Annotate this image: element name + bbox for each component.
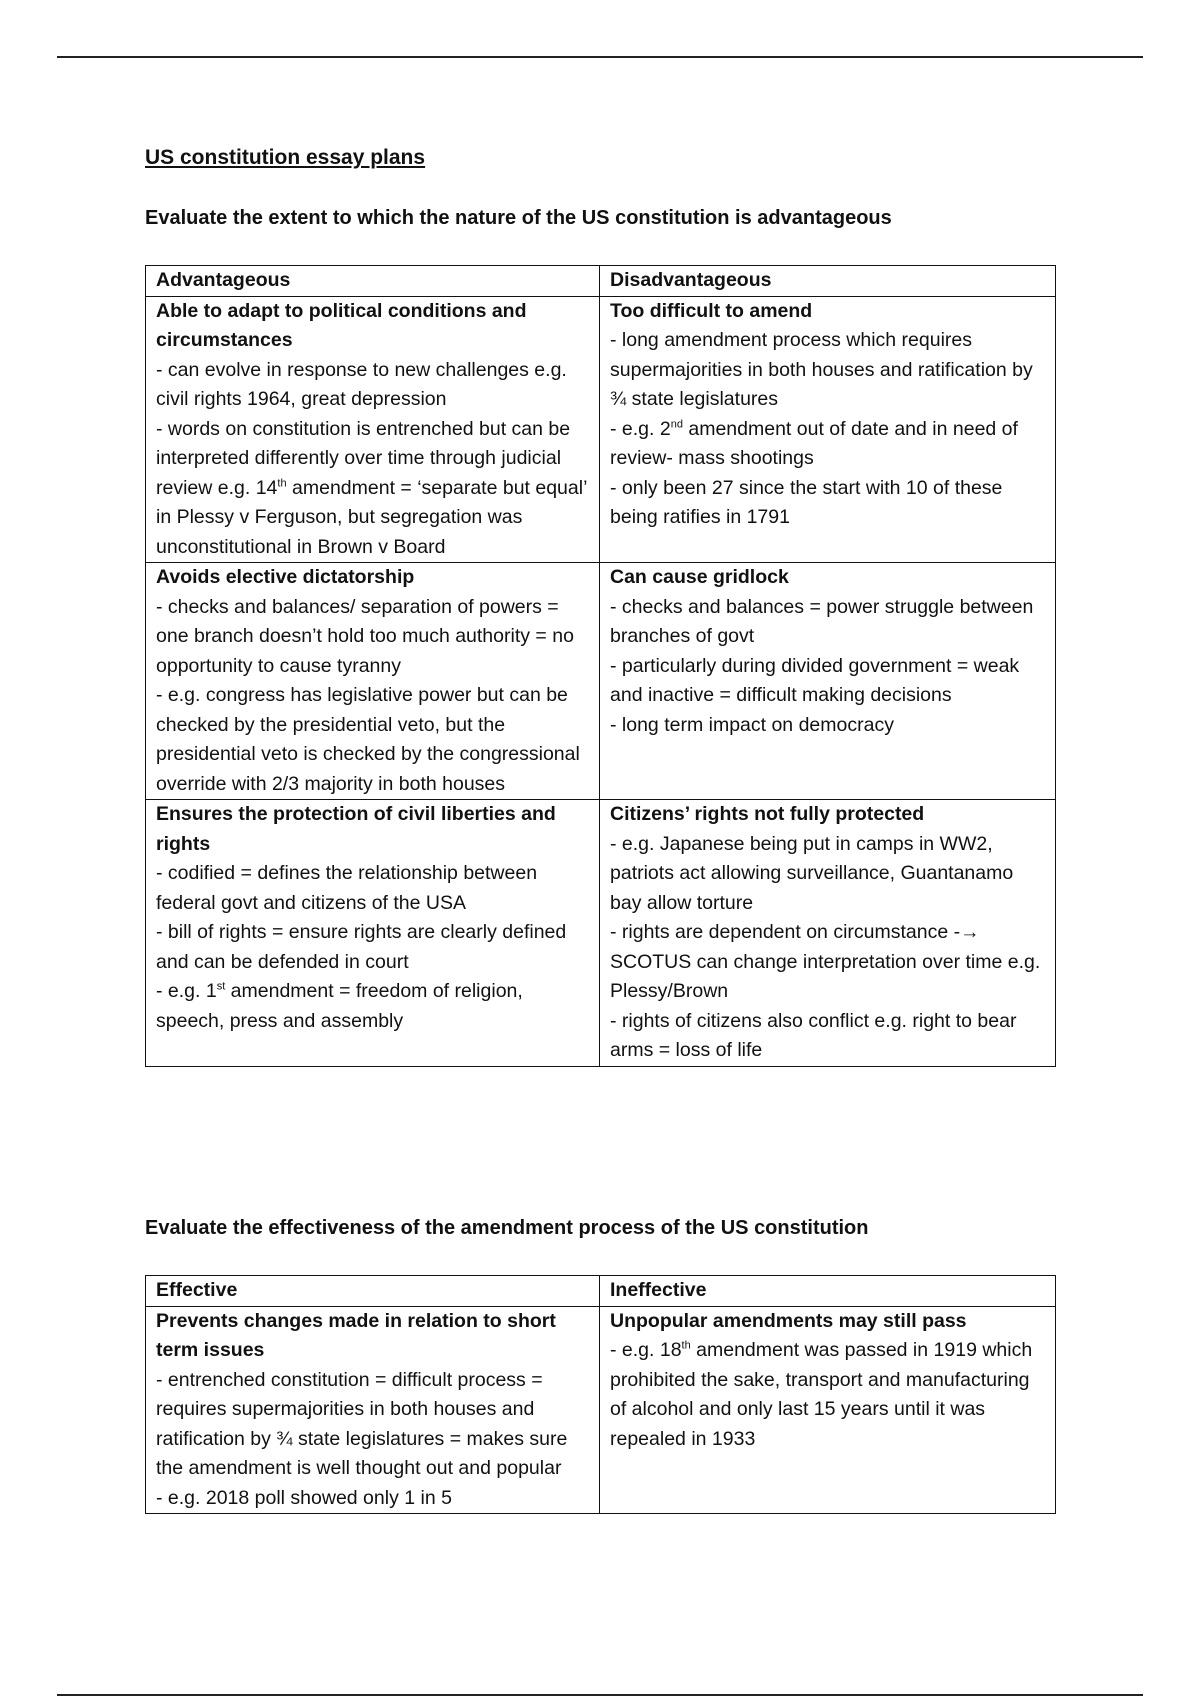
argument-line: - e.g. 18th amendment was passed in 1919 which prohibited the sake, transport and manufacturing of alcohol and only last 15 years until it was repealed in 1933 (610, 1339, 1033, 1450)
argument-heading: Able to adapt to political conditions and circumstances (156, 299, 527, 351)
argument-line: - can evolve in response to new challenges e.g. civil rights 1964, great depression (156, 358, 567, 410)
argument-heading: Can cause gridlock (610, 566, 789, 588)
column-header-ineffective: Ineffective (600, 1276, 1056, 1307)
argument-line: - rights are dependent on circumstance -→ SCOTUS can change interpretation over time e.g. Plessy/Brown (610, 921, 1041, 1002)
question-1-heading: Evaluate the extent to which the nature of the US constitution is advantageous (145, 207, 892, 229)
argument-line: - e.g. 1st amendment = freedom of religion, speech, press and assembly (156, 980, 523, 1032)
table-row (146, 296, 1056, 563)
header-rule (57, 56, 1143, 58)
table-cell (146, 296, 600, 563)
document-title: US constitution essay plans (145, 146, 426, 169)
argument-line: - rights of citizens also conflict e.g. right to bear arms = loss of life (610, 1009, 1017, 1061)
table-cell (146, 563, 600, 800)
argument-line: - bill of rights = ensure rights are clearly defined and can be defended in court (156, 921, 567, 973)
argument-line: - e.g. Japanese being put in camps in WW2, patriots act allowing surveillance, Guantanamo bay allow torture (610, 832, 1014, 914)
argument-line: - only been 27 since the start with 10 of these being ratifies in 1791 (610, 476, 1003, 528)
argument-line: - e.g. congress has legislative power but can be checked by the presidential veto, but the presidential veto is checked by the congressional override with 2/3 majority in both houses (156, 684, 580, 795)
argument-line: - e.g. 2nd amendment out of date and in need of review- mass shootings (610, 417, 1018, 469)
argument-line: - entrenched constitution = difficult process = requires supermajorities in both houses and ratification by ¾ state legislatures = makes sure the amendment is well thought out and popular (156, 1368, 568, 1479)
argument-line: - long term impact on democracy (610, 713, 894, 736)
table-row (146, 1306, 1056, 1514)
column-header-disadvantageous: Disadvantageous (600, 266, 1056, 297)
argument-heading: Too difficult to amend (610, 299, 813, 322)
amendment-process-table (145, 1275, 1056, 1514)
argument-line: - long amendment process which requires supermajorities in both houses and ratification by ¾ state legislatures (610, 329, 1033, 410)
column-header-effective: Effective (146, 1276, 600, 1307)
table-header-row (146, 266, 1056, 297)
argument-heading: Ensures the protection of civil liberties and rights (156, 803, 556, 855)
table-cell (600, 800, 1056, 1067)
argument-heading: Avoids elective dictatorship (156, 566, 415, 588)
argument-line: - codified = defines the relationship between federal govt and citizens of the USA (156, 862, 538, 914)
argument-heading: Citizens’ rights not fully protected (610, 803, 925, 825)
argument-line: - checks and balances = power struggle between branches of govt (610, 595, 1034, 647)
table-row (146, 563, 1056, 800)
table-cell (146, 800, 600, 1067)
argument-heading: Unpopular amendments may still pass (610, 1309, 967, 1332)
table-row (146, 800, 1056, 1067)
footer-rule (57, 1694, 1143, 1696)
table-cell (600, 296, 1056, 563)
argument-heading: Prevents changes made in relation to short term issues (156, 1309, 556, 1361)
advantages-table (145, 265, 1056, 1067)
argument-line: - particularly during divided government = weak and inactive = difficult making decisions (610, 654, 1020, 706)
question-2-heading: Evaluate the effectiveness of the amendment process of the US constitution (145, 1217, 869, 1239)
argument-line: - e.g. 2018 poll showed only 1 in 5 (156, 1486, 452, 1509)
argument-line: - checks and balances/ separation of powers = one branch doesn’t hold too much authority = no opportunity to cause tyranny (156, 595, 574, 677)
table-cell (600, 1306, 1056, 1514)
argument-line: - words on constitution is entrenched but can be interpreted differently over time through judicial review e.g. 14th amendment = ‘separate but equal’ in Plessy v Ferguson, but segregation was unconstitutional in Brown v Board (156, 417, 587, 558)
column-header-advantageous: Advantageous (146, 266, 600, 297)
table-header-row (146, 1276, 1056, 1307)
table-cell (146, 1306, 600, 1514)
table-cell (600, 563, 1056, 800)
